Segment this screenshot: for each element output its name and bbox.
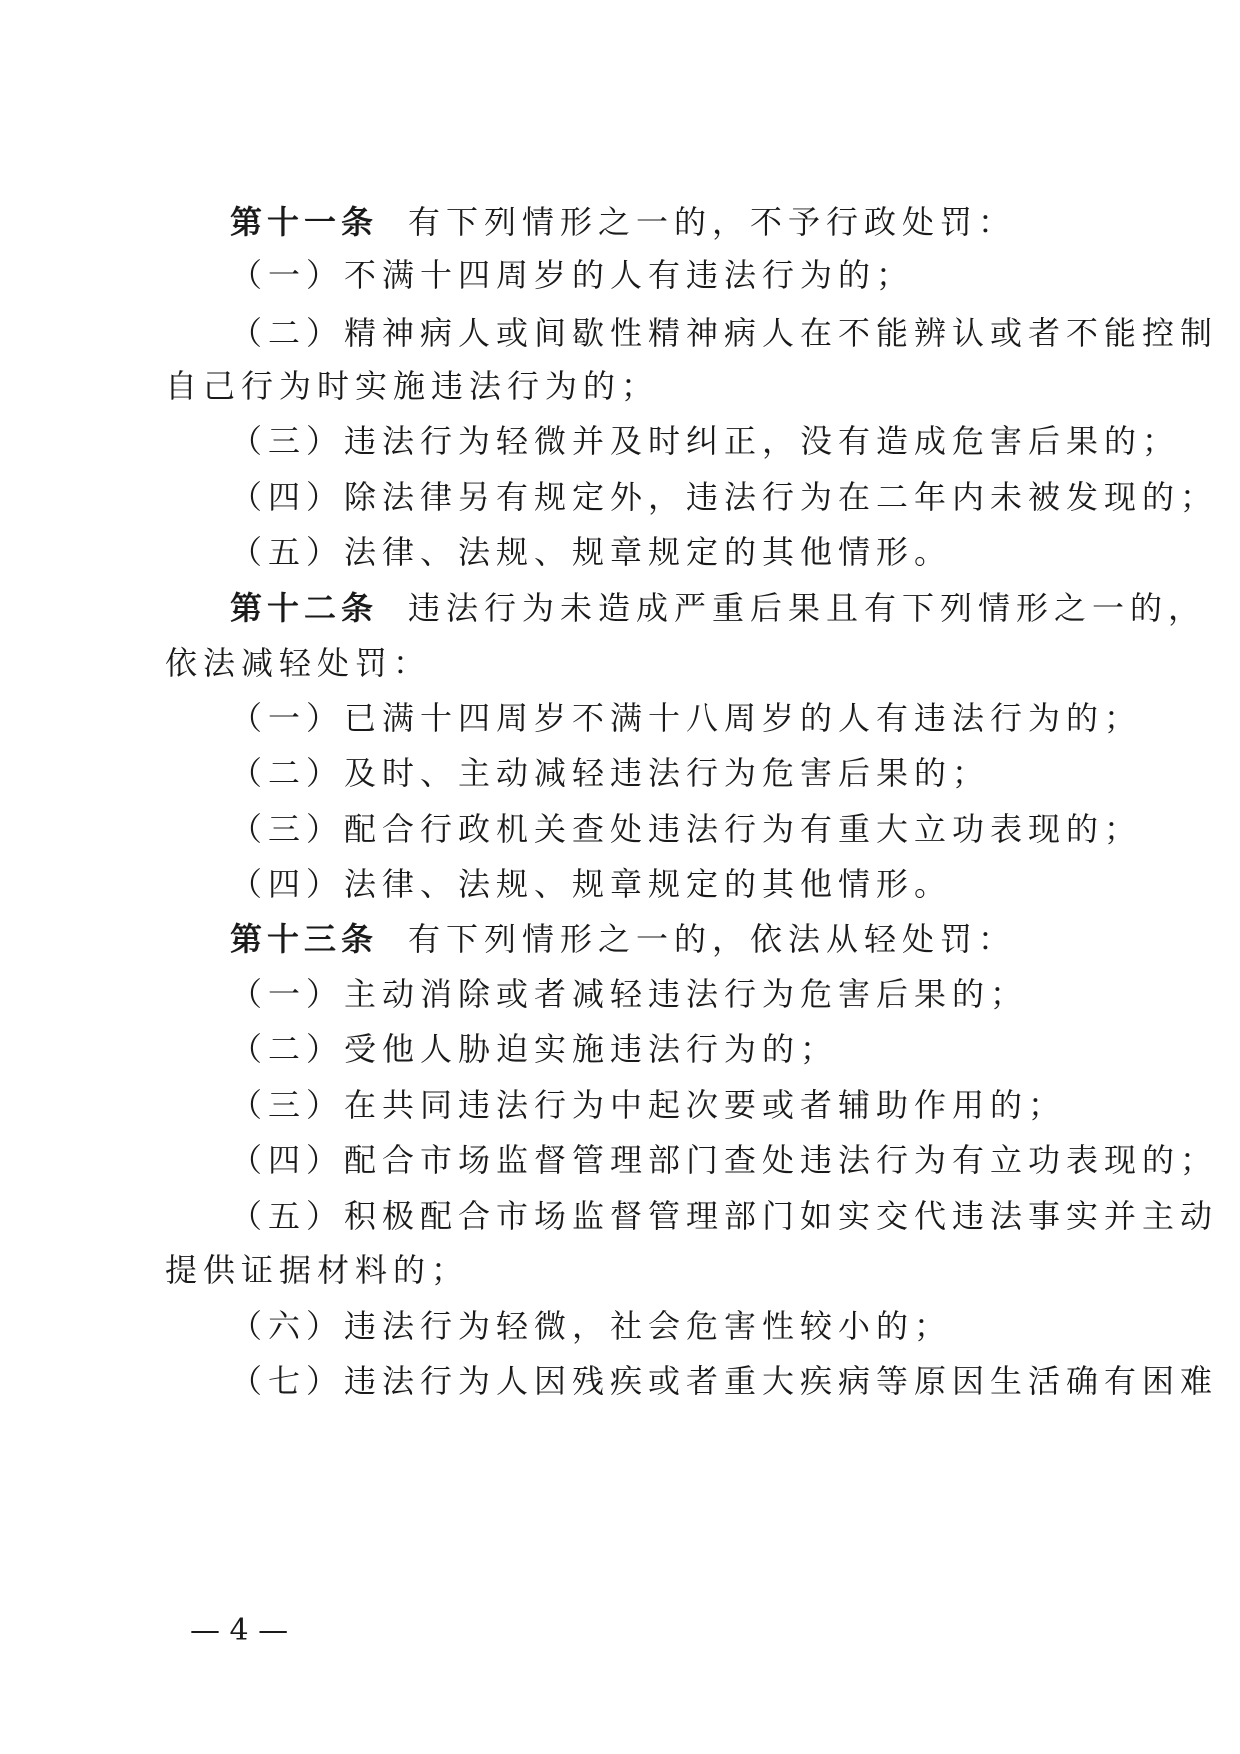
article-13-item-5: （五）积极配合市场监督管理部门如实交代违法事实并主动 — [230, 1197, 1219, 1235]
article-13-item-3: （三）在共同违法行为中起次要或者辅助作用的； — [230, 1086, 1067, 1124]
article-13-item-5-cont: 提供证据材料的； — [165, 1251, 470, 1289]
article-13-heading: 第十三条 — [230, 920, 379, 958]
page-number: — 4 — — [190, 1613, 289, 1648]
article-11-intro: 有下列情形之一的，不予行政处罚： — [408, 203, 1017, 241]
article-11-item-1: （一）不满十四周岁的人有违法行为的； — [230, 256, 915, 294]
article-12-heading-line — [230, 588, 1207, 628]
article-11-item-4: （四）除法律另有规定外，违法行为在二年内未被发现的； — [230, 478, 1219, 516]
article-12-item-1: （一）已满十四周岁不满十八周岁的人有违法行为的； — [230, 699, 1143, 737]
article-13-item-4: （四）配合市场监督管理部门查处违法行为有立功表现的； — [230, 1141, 1219, 1179]
article-11-heading-line — [230, 202, 1085, 242]
article-12-heading: 第十二条 — [230, 589, 379, 627]
article-12-intro: 违法行为未造成严重后果且有下列情形之一的， — [408, 589, 1207, 627]
article-11-item-3: （三）违法行为轻微并及时纠正，没有造成危害后果的； — [230, 422, 1181, 460]
article-12-item-2: （二）及时、主动减轻违法行为危害后果的； — [230, 754, 991, 792]
article-11-item-2: （二）精神病人或间歇性精神病人在不能辨认或者不能控制 — [230, 314, 1219, 352]
article-13-item-7: （七）违法行为人因残疾或者重大疾病等原因生活确有困难 — [230, 1362, 1219, 1400]
article-12-item-3: （三）配合行政机关查处违法行为有重大立功表现的； — [230, 810, 1143, 848]
article-13-item-2: （二）受他人胁迫实施违法行为的； — [230, 1030, 839, 1068]
article-13-item-6: （六）违法行为轻微，社会危害性较小的； — [230, 1307, 953, 1345]
article-11-heading: 第十一条 — [230, 203, 379, 241]
article-11-item-2-cont: 自己行为时实施违法行为的； — [165, 367, 660, 405]
article-13-heading-line — [230, 919, 1085, 959]
article-11-item-5: （五）法律、法规、规章规定的其他情形。 — [230, 533, 953, 571]
article-12-intro-cont: 依法减轻处罚： — [165, 644, 432, 682]
article-13-intro: 有下列情形之一的，依法从轻处罚： — [408, 920, 1017, 958]
article-12-item-4: （四）法律、法规、规章规定的其他情形。 — [230, 865, 953, 903]
article-13-item-1: （一）主动消除或者减轻违法行为危害后果的； — [230, 975, 1029, 1013]
